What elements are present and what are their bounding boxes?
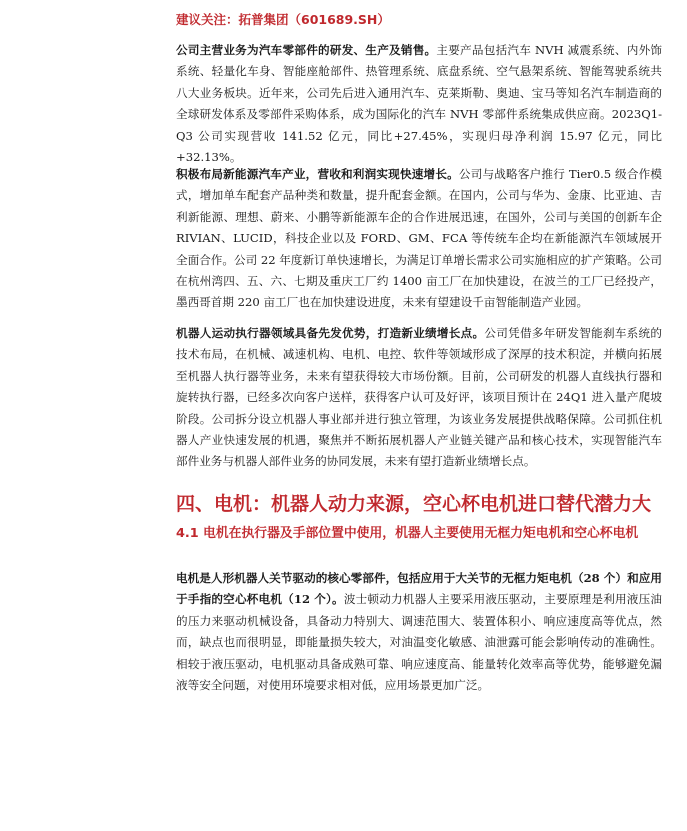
paragraph-body: 主要产品包括汽车 NVH 减震系统、内外饰系统、轻量化车身、智能座舱部件、热管理系统、底盘系统、空气悬架系统、智能驾驶系统共八大业务板块。近年来，公司先后进入通用汽车、克莱斯勒、奥迪、宝马等知名汽车制造商的全球研发体系及零部件采购体系，成为国际化的汽车 NVH 零部件系统集成供应商。2023Q1-Q3 公司实现营收 141.52 亿元，同比+27.45%，实现归母净利润 15.97 亿元，同比+32.13%。 bbox=[176, 43, 662, 165]
paragraph-lead: 公司主营业务为汽车零部件的研发、生产及销售。 bbox=[176, 43, 437, 57]
paragraph-body: 公司凭借多年研发智能刹车系统的技术布局，在机械、减速机构、电机、电控、软件等领域形成了深厚的技术积淀，并横向拓展至机器人执行器等业务，未来有望获得较大市场份额。目前，公司研发的机器人直线执行器和旋转执行器，已经多次向客户送样，获得客户认可及好评，该项目预计在 24Q1 进入量产爬坡阶段。公司拆分设立机器人事业部并进行独立管理，为该业务发展提供战略保障。公司抓住机器人产业快速发展的机遇，聚焦并不断拓展机器人产业链关键产品和核心技术，实现智能汽车部件业务与机器人部件业务的协同发展，未来有望打造新业绩增长点。 bbox=[176, 326, 662, 469]
section-heading: 四、电机：机器人动力来源，空心杯电机进口替代潜力大 bbox=[176, 493, 652, 515]
subsection-heading: 4.1 电机在执行器及手部位置中使用，机器人主要使用无框力矩电机和空心杯电机 bbox=[176, 526, 639, 541]
new-energy-paragraph bbox=[176, 164, 662, 314]
paragraph-body: 公司与战略客户推行 Tier0.5 级合作模式，增加单车配套产品种类和数量，提升配套金额。在国内，公司与华为、金康、比亚迪、吉利新能源、理想、蔚来、小鹏等新能源车企的合作进展迅速，在国外，公司与美国的创新车企 RIVIAN、LUCID，科技企业以及 FORD、GM、FCA 等传统车企均在新能源汽车领域展开全面合作。公司 22 年度新订单快速增长，为满足订单增长需求公司实施相应的扩产策略。公司在杭州湾四、五、六、七期及重庆工厂约 1400 亩工厂在加快建设，在波兰的工厂已经投产，墨西哥首期 220 亩工厂也在加快建设进度，未来有望建设千亩智能制造产业园。 bbox=[176, 167, 662, 310]
paragraph-lead: 积极布局新能源汽车产业，营收和利润实现快速增长。 bbox=[176, 167, 459, 181]
motor-paragraph bbox=[176, 568, 662, 696]
robot-actuator-paragraph bbox=[176, 323, 662, 473]
paragraph-lead: 电机是人形机器人关节驱动的核心零部件，包括应用于大关节的无框力矩电机（28 个）和应用于手指的空心杯电机（12 个）。 bbox=[176, 571, 662, 607]
company-business-paragraph bbox=[176, 40, 662, 168]
paragraph-lead: 机器人运动执行器领域具备先发优势，打造新业绩增长点。 bbox=[176, 326, 485, 340]
recommendation-line: 建议关注：拓普集团（601689.SH） bbox=[176, 12, 390, 27]
paragraph-body: 波士顿动力机器人主要采用液压驱动，主要原理是利用液压油的压力来驱动机械设备，具备动力特别大、调速范围大、装置体积小、响应速度高等优点，然而，缺点也而很明显，即能量损失较大，对油温变化敏感、油泄露可能会影响传动的准确性。相较于液压驱动，电机驱动具备成熟可靠、响应速度高、能量转化效率高等优势，能够避免漏液等安全问题，对使用环境要求相对低，应用场景更加广泛。 bbox=[176, 592, 662, 693]
